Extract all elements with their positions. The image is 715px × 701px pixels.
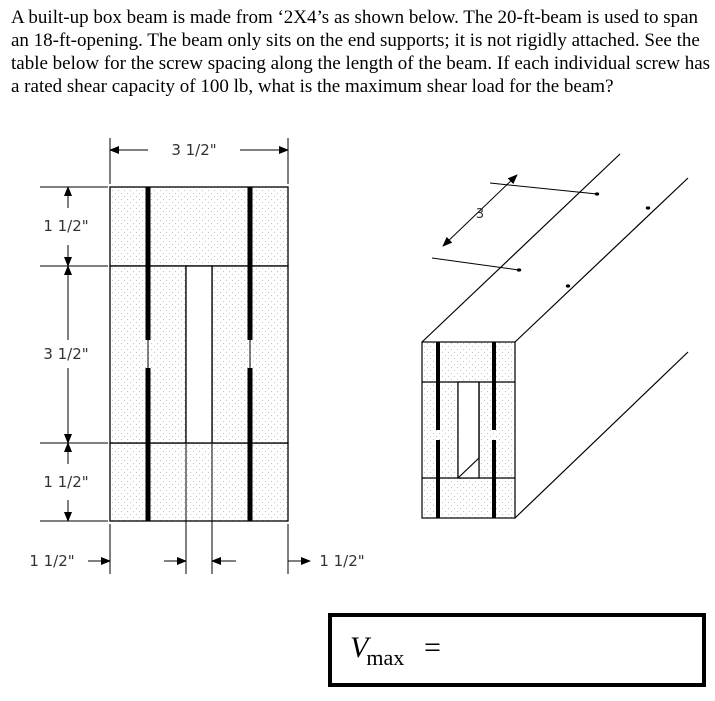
- screw-spacing-label: 3: [475, 207, 485, 222]
- bottom-flange-height-label: 1 1/2": [43, 473, 89, 491]
- right-web-width-label: 1 1/2": [319, 552, 365, 570]
- bottom-flange: [110, 443, 288, 521]
- web-height-label: 3 1/2": [43, 345, 89, 363]
- top-flange: [110, 187, 288, 266]
- left-web-width-label: 1 1/2": [29, 552, 75, 570]
- answer-box[interactable]: [328, 613, 706, 687]
- top-screws: [517, 192, 650, 287]
- hollow-core: [186, 266, 212, 443]
- cross-section: [110, 187, 288, 521]
- problem-statement: A built-up box beam is made from ‘2X4’s as shown below. The 20-ft-beam is used to span an 18-ft-opening. The beam only sits on the end supports; it is not rigidly attached. See the table below for the screw spacing along the length of the beam. If each individual screw has a rated shear capacity of 100 lb, what is the maximum shear load for the beam?: [11, 7, 711, 97]
- width-label: 3 1/2": [171, 141, 217, 159]
- top-flange-height-label: 1 1/2": [43, 217, 89, 235]
- isometric-beam: [422, 154, 688, 518]
- equals-sign: =: [424, 631, 441, 664]
- vmax-symbol: $V_{max}$: [350, 631, 405, 670]
